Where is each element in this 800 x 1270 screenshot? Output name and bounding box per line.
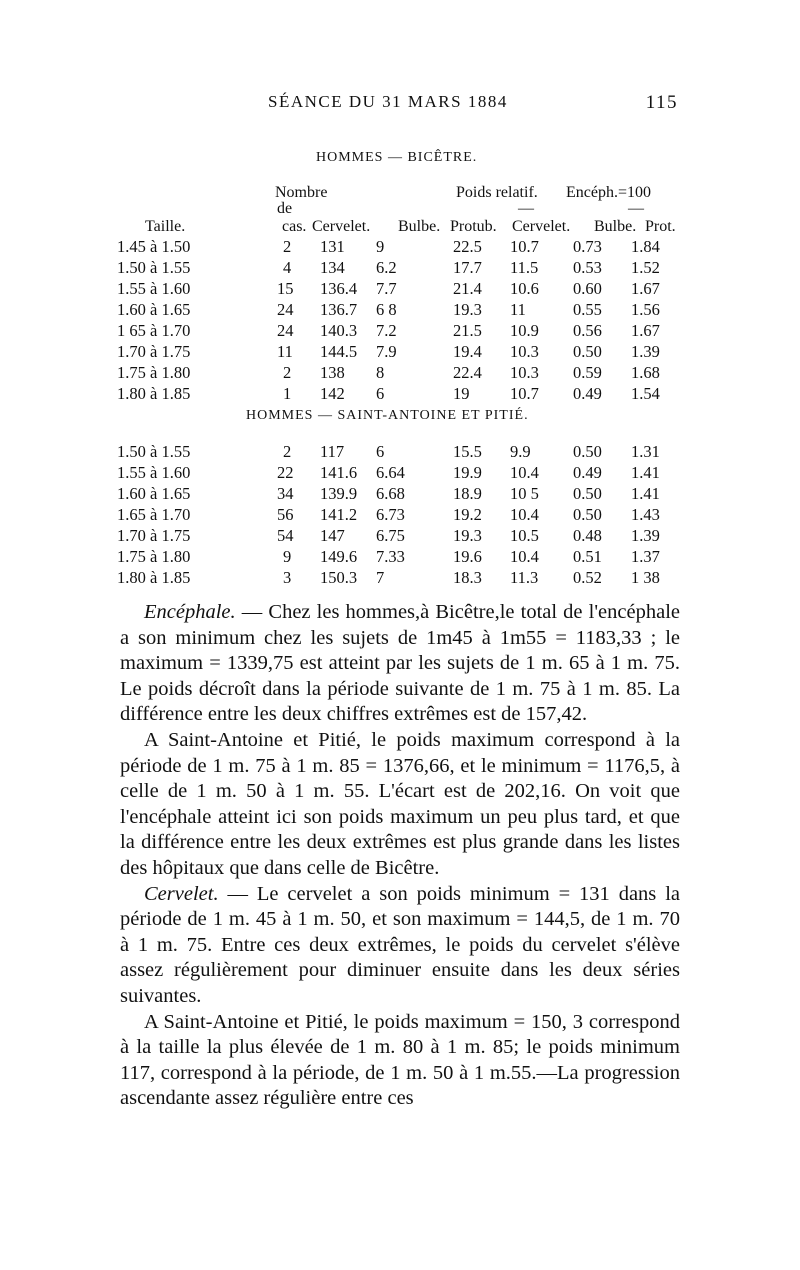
cell-cervelet: 140.3	[320, 321, 358, 340]
cell-taille: 1.45 à 1.50	[117, 237, 191, 256]
paragraph-saint-antoine-cervelet: A Saint-Antoine et Pitié, le poids maximum = 150, 3 correspond à la taille la plus élevée de 1 m. 80 à 1 m. 85; le poids minimum 117, correspond à la période, de 1 m. 50 à 1 m.55.—La progression ascendante assez régulière entre ces	[120, 1010, 680, 1110]
cell-ratio-cervelet: 10.3	[510, 342, 539, 361]
cell-ratio-cervelet: 10.4	[510, 547, 539, 566]
cell-protub: 19	[453, 384, 470, 403]
cell-bulbe: 6.2	[376, 258, 397, 277]
header-poids-relatif: Poids relatif.	[456, 184, 538, 201]
cell-ratio-cervelet: 10.4	[510, 505, 539, 524]
cell-protub: 19.6	[453, 547, 482, 566]
cell-protub: 21.4	[453, 279, 482, 298]
cell-ratio-bulbe: 0.73	[573, 237, 602, 256]
cell-ratio-prot: 1 38	[631, 568, 660, 587]
cell-cervelet: 136.7	[320, 300, 358, 319]
cell-protub: 18.9	[453, 484, 482, 503]
table-row	[0, 526, 800, 548]
cell-bulbe: 6.64	[376, 463, 405, 482]
cell-ratio-cervelet: 10.4	[510, 463, 539, 482]
header-cervelet: Cervelet.	[312, 218, 371, 235]
cell-protub: 21.5	[453, 321, 482, 340]
paragraph-cervelet	[120, 882, 680, 1010]
cell-ratio-bulbe: 0.50	[573, 484, 602, 503]
table-row	[0, 568, 800, 590]
paragraph-encephale	[120, 600, 680, 728]
table-row	[0, 321, 800, 343]
running-head	[118, 92, 678, 114]
table-row	[0, 547, 800, 569]
cell-ratio-bulbe: 0.60	[573, 279, 602, 298]
header-protub: Protub.	[450, 218, 497, 235]
cell-bulbe: 6.68	[376, 484, 405, 503]
cell-taille: 1.70 à 1.75	[117, 526, 191, 545]
cell-ratio-cervelet: 10.7	[510, 384, 539, 403]
cell-taille: 1.65 à 1.70	[117, 505, 191, 524]
cell-cas: 2	[283, 363, 292, 382]
cell-bulbe: 6.73	[376, 505, 405, 524]
cell-ratio-prot: 1.41	[631, 484, 660, 503]
table-row	[0, 442, 800, 464]
cell-ratio-cervelet: 10.5	[510, 526, 539, 545]
cell-bulbe: 7	[376, 568, 385, 587]
table-row	[0, 258, 800, 280]
cell-taille: 1.50 à 1.55	[117, 442, 191, 461]
table-row	[0, 363, 800, 385]
cell-cas: 15	[277, 279, 294, 298]
cell-protub: 19.3	[453, 300, 482, 319]
cell-cervelet: 141.6	[320, 463, 358, 482]
heading-encephale: Encéphale.	[144, 601, 236, 623]
cell-ratio-prot: 1.84	[631, 237, 660, 256]
cell-bulbe: 7.7	[376, 279, 397, 298]
table-row	[0, 505, 800, 527]
table1-caption: HOMMES — BICÊTRE.	[316, 150, 478, 165]
header-nombre: Nombre	[275, 184, 328, 201]
cell-cervelet: 131	[320, 237, 345, 256]
cell-ratio-bulbe: 0.50	[573, 442, 602, 461]
cell-ratio-bulbe: 0.59	[573, 363, 602, 382]
header-bulbe-2: Bulbe.	[594, 218, 637, 235]
cell-cervelet: 150.3	[320, 568, 358, 587]
header-cervelet-2: Cervelet.	[512, 218, 571, 235]
cell-ratio-cervelet: 11.5	[510, 258, 539, 277]
header-dash-1: —	[518, 200, 534, 217]
cell-protub: 19.9	[453, 463, 482, 482]
cell-ratio-prot: 1.31	[631, 442, 660, 461]
cell-cervelet: 142	[320, 384, 345, 403]
cell-cas: 24	[277, 321, 294, 340]
header-cas: cas.	[282, 218, 307, 235]
running-head-title: SÉANCE DU 31 MARS 1884	[268, 92, 508, 111]
cell-cas: 56	[277, 505, 294, 524]
cell-ratio-prot: 1.52	[631, 258, 660, 277]
cell-cervelet: 139.9	[320, 484, 358, 503]
cell-taille: 1.55 à 1.60	[117, 463, 191, 482]
table2-caption: HOMMES — SAINT-ANTOINE ET PITIÉ.	[246, 408, 529, 423]
cell-ratio-prot: 1.41	[631, 463, 660, 482]
cell-taille: 1.80 à 1.85	[117, 568, 191, 587]
cell-cas: 2	[283, 442, 292, 461]
cell-ratio-bulbe: 0.50	[573, 342, 602, 361]
cell-taille: 1.75 à 1.80	[117, 363, 191, 382]
header-encephale: Encéph.=100	[566, 184, 651, 201]
table-row	[0, 300, 800, 322]
table-row	[0, 384, 800, 406]
cell-bulbe: 6	[376, 442, 385, 461]
table-row	[0, 484, 800, 506]
cell-cervelet: 144.5	[320, 342, 358, 361]
cell-ratio-bulbe: 0.55	[573, 300, 602, 319]
cell-cervelet: 138	[320, 363, 345, 382]
cell-ratio-prot: 1.67	[631, 279, 660, 298]
cell-ratio-cervelet: 10.9	[510, 321, 539, 340]
cell-cas: 1	[283, 384, 292, 403]
cell-bulbe: 6	[376, 384, 385, 403]
cell-protub: 22.5	[453, 237, 482, 256]
cell-bulbe: 9	[376, 237, 385, 256]
cell-ratio-bulbe: 0.52	[573, 568, 602, 587]
cell-cervelet: 149.6	[320, 547, 358, 566]
paragraph-text: — Chez les hommes,à Bicêtre,le total de l'encéphale a son minimum chez les sujets de 1m45 à 1m55 = 1183,33 ; le maximum = 1339,75 est atteint par les sujets de 1 m. 65 à 1 m. 75. Le poids décroît dans la période suivante de 1 m. 75 à 1 m. 85. La différence entre les deux chiffres extrêmes est de 157,42.	[120, 601, 680, 726]
cell-ratio-bulbe: 0.51	[573, 547, 602, 566]
cell-cas: 11	[277, 342, 293, 361]
cell-cas: 3	[283, 568, 292, 587]
cell-ratio-prot: 1.67	[631, 321, 660, 340]
cell-cervelet: 147	[320, 526, 345, 545]
cell-ratio-bulbe: 0.50	[573, 505, 602, 524]
cell-ratio-cervelet: 10.3	[510, 363, 539, 382]
cell-taille: 1.55 à 1.60	[117, 279, 191, 298]
header-prot: Prot.	[645, 218, 676, 235]
cell-bulbe: 8	[376, 363, 385, 382]
header-bulbe: Bulbe.	[398, 218, 441, 235]
table-row	[0, 342, 800, 364]
cell-protub: 19.2	[453, 505, 482, 524]
table-row	[0, 463, 800, 485]
cell-taille: 1 65 à 1.70	[117, 321, 191, 340]
body-text	[120, 600, 680, 1112]
header-taille: Taille.	[145, 218, 186, 235]
cell-ratio-cervelet: 11	[510, 300, 526, 319]
page-number: 115	[645, 92, 678, 113]
header-de: de	[277, 200, 293, 217]
cell-ratio-cervelet: 10.7	[510, 237, 539, 256]
cell-bulbe: 7.9	[376, 342, 397, 361]
cell-ratio-cervelet: 10.6	[510, 279, 539, 298]
cell-protub: 22.4	[453, 363, 482, 382]
cell-ratio-prot: 1.39	[631, 526, 660, 545]
cell-bulbe: 7.33	[376, 547, 405, 566]
table-row	[0, 237, 800, 259]
paragraph-text: — Le cervelet a son poids minimum = 131 dans la période de 1 m. 45 à 1 m. 50, et son maximum = 144,5, de 1 m. 70 à 1 m. 75. Entre ces deux extrêmes, le poids du cervelet s'élève assez régulièrement pour diminuer ensuite dans les deux séries suivantes.	[120, 882, 680, 1007]
cell-protub: 19.3	[453, 526, 482, 545]
cell-ratio-cervelet: 10 5	[510, 484, 539, 503]
cell-protub: 17.7	[453, 258, 482, 277]
cell-cas: 22	[277, 463, 294, 482]
cell-cas: 9	[283, 547, 292, 566]
table-row	[0, 279, 800, 301]
cell-ratio-bulbe: 0.53	[573, 258, 602, 277]
cell-ratio-bulbe: 0.49	[573, 463, 602, 482]
cell-cervelet: 117	[320, 442, 345, 461]
cell-ratio-prot: 1.37	[631, 547, 660, 566]
cell-ratio-prot: 1.39	[631, 342, 660, 361]
cell-cervelet: 141.2	[320, 505, 358, 524]
cell-cervelet: 136.4	[320, 279, 358, 298]
cell-ratio-cervelet: 9.9	[510, 442, 531, 461]
cell-ratio-cervelet: 11.3	[510, 568, 539, 587]
cell-ratio-bulbe: 0.49	[573, 384, 602, 403]
cell-ratio-prot: 1.56	[631, 300, 660, 319]
header-dash-2: —	[628, 200, 644, 217]
heading-cervelet: Cervelet.	[144, 882, 219, 905]
cell-cas: 24	[277, 300, 294, 319]
cell-protub: 18.3	[453, 568, 482, 587]
cell-protub: 19.4	[453, 342, 482, 361]
cell-taille: 1.50 à 1.55	[117, 258, 191, 277]
cell-cervelet: 134	[320, 258, 345, 277]
paragraph-saint-antoine-encephale: A Saint-Antoine et Pitié, le poids maximum correspond à la période de 1 m. 75 à 1 m. 85 = 1376,66, et le minimum = 1176,5, à celle de 1 m. 50 à 1 m. 55. L'écart est de 202,16. On voit que l'encéphale atteint ici son poids maximum un peu plus tard, et que la différence entre les deux extrêmes est plus grande dans les listes des hôpitaux que dans celle de Bicêtre.	[120, 728, 680, 879]
cell-ratio-prot: 1.43	[631, 505, 660, 524]
cell-taille: 1.80 à 1.85	[117, 384, 191, 403]
cell-ratio-prot: 1.54	[631, 384, 660, 403]
cell-taille: 1.70 à 1.75	[117, 342, 191, 361]
cell-cas: 34	[277, 484, 294, 503]
cell-taille: 1.60 à 1.65	[117, 300, 191, 319]
cell-ratio-bulbe: 0.56	[573, 321, 602, 340]
cell-ratio-bulbe: 0.48	[573, 526, 602, 545]
cell-protub: 15.5	[453, 442, 482, 461]
cell-cas: 54	[277, 526, 294, 545]
cell-bulbe: 7.2	[376, 321, 397, 340]
cell-cas: 4	[283, 258, 292, 277]
cell-bulbe: 6.75	[376, 526, 405, 545]
cell-taille: 1.60 à 1.65	[117, 484, 191, 503]
cell-cas: 2	[283, 237, 292, 256]
cell-bulbe: 6 8	[376, 300, 397, 319]
cell-taille: 1.75 à 1.80	[117, 547, 191, 566]
cell-ratio-prot: 1.68	[631, 363, 660, 382]
